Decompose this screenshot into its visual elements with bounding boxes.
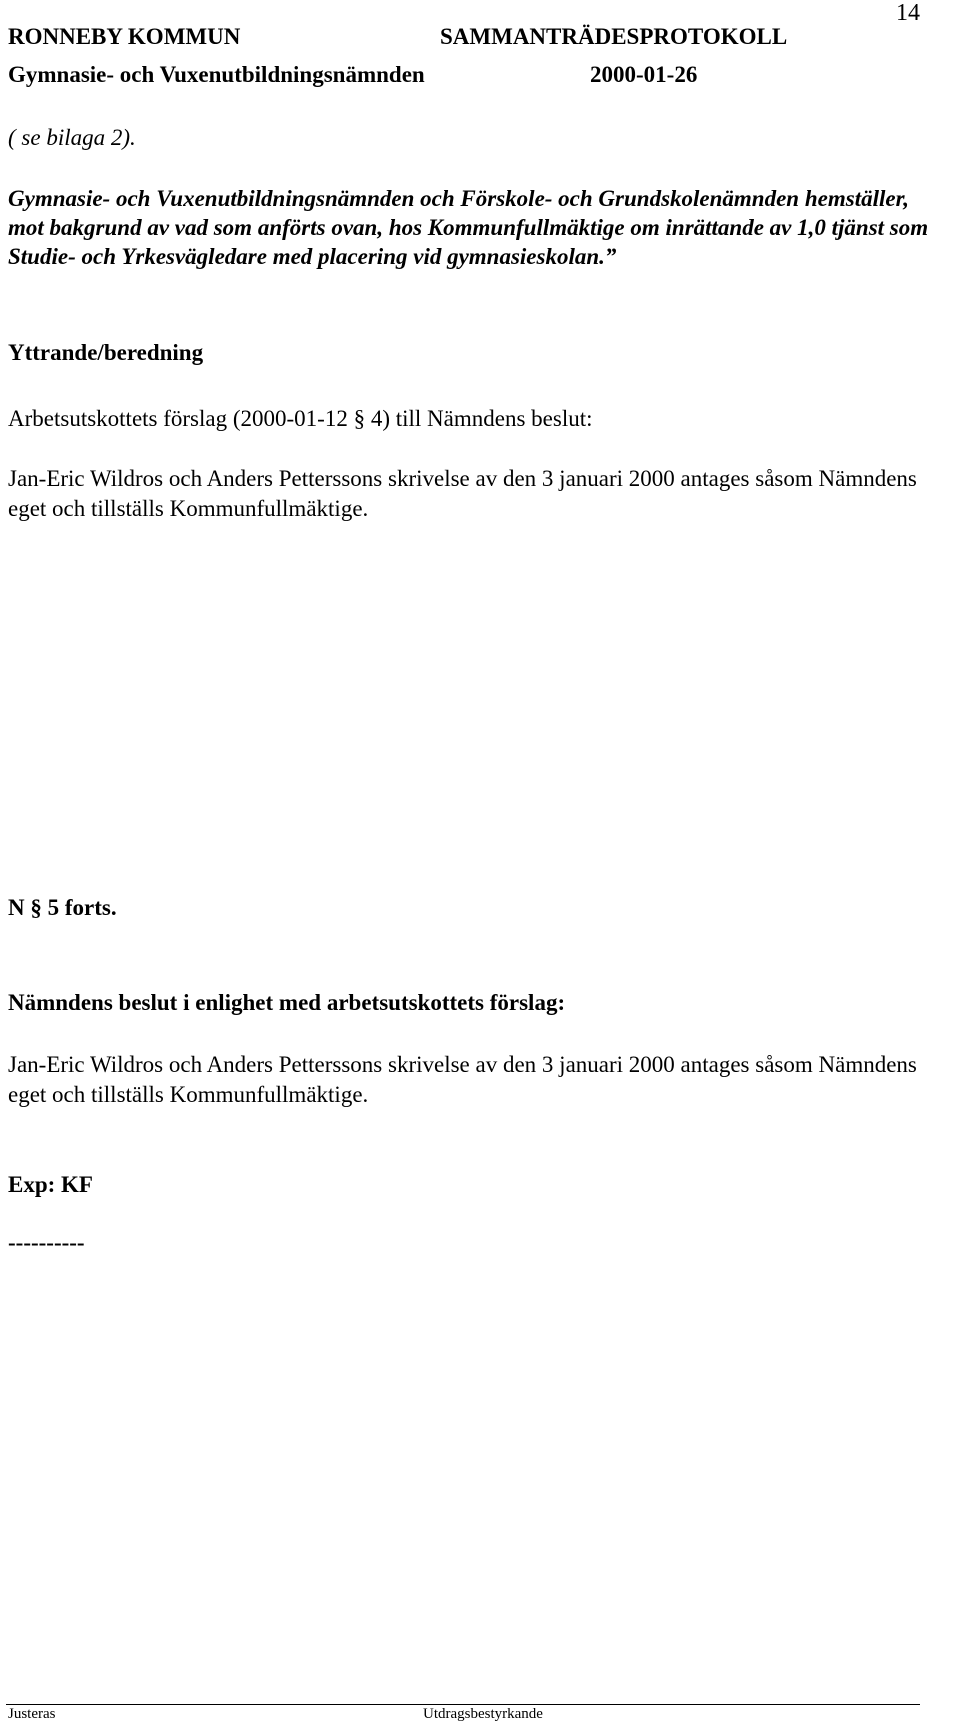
document-type: SAMMANTRÄDESPROTOKOLL [440, 24, 788, 49]
board-name: Gymnasie- och Vuxenutbildningsnämnden [8, 62, 425, 87]
au-proposal-line: Arbetsutskottets förslag (2000-01-12 § 4) till Nämndens beslut: [8, 406, 593, 431]
heading-decision: Nämndens beslut i enlighet med arbetsutskottets förslag: [8, 990, 566, 1015]
organization-name: RONNEBY KOMMUN [8, 24, 241, 49]
expedition-line: Exp: KF [8, 1172, 93, 1197]
footer-justeras: Justeras [8, 1706, 56, 1722]
bilaga-reference: ( se bilaga 2). [8, 125, 136, 150]
page-number: 14 [896, 0, 920, 26]
italic-quote-paragraph: Gymnasie- och Vuxenutbildningsnämnden och Förskole- och Grundskolenämnden hemställer, mot bakgrund av vad som anförts ovan, hos Kommunfullmäktige om inrättande av 1,0 tjänst som Studie- och Yrkesvägledare med placering vid gymnasieskolan.” [8, 186, 929, 269]
section-continued: N § 5 forts. [8, 895, 117, 920]
separator-dashes: ---------- [8, 1230, 85, 1255]
meeting-date: 2000-01-26 [590, 62, 698, 87]
decision-paragraph: Jan-Eric Wildros och Anders Petterssons skrivelse av den 3 januari 2000 antages såsom Nämndens eget och tillställs Kommunfullmäktige. [8, 1052, 917, 1107]
footer-utdragsbestyrkande: Utdragsbestyrkande [423, 1706, 543, 1722]
footer-rule [6, 1704, 920, 1705]
au-proposal-paragraph: Jan-Eric Wildros och Anders Petterssons skrivelse av den 3 januari 2000 antages såsom Nämndens eget och tillställs Kommunfullmäktige. [8, 466, 917, 521]
heading-yttrande: Yttrande/beredning [8, 340, 204, 365]
